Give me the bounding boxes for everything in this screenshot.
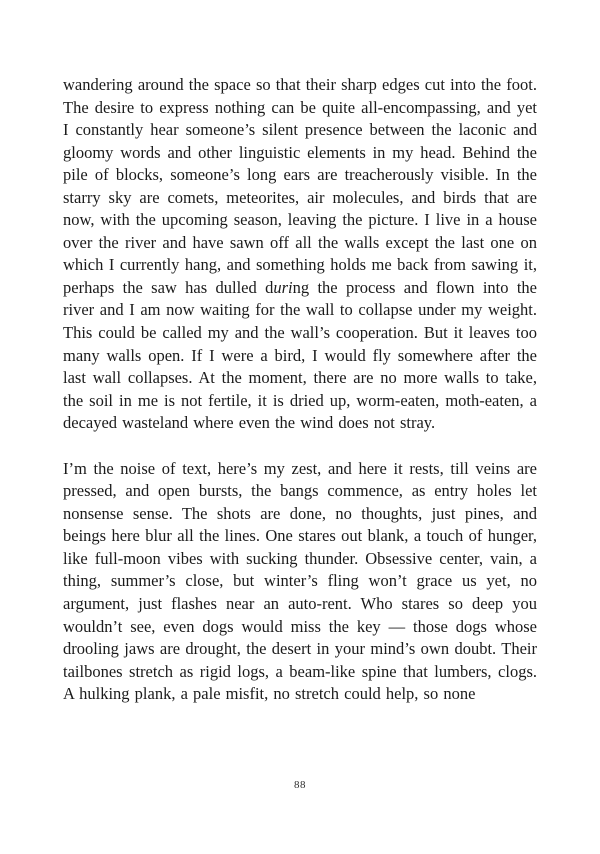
paragraph-1 [63,74,537,435]
paragraph-2: I’m the noise of text, here’s my zest, and here it rests, till veins are pressed, and open bursts, the bangs commence, as entry holes let nonsense sense. The shots are done, no thoughts, just pines, and beings here blur all the lines. One stares out blank, a touch of hunger, like full-moon vibes with sucking thunder. Obsessive center, vain, a thing, summer’s close, but winter’s fling won’t grace us yet, no argument, just flashes near an auto-rent. Who stares so deep you wouldn’t see, even dogs would miss the key — those dogs whose drooling jaws are drought, the desert in your mind’s own doubt. Their tailbones stretch as rigid logs, a beam-like spine that lumbers, clogs. A hulking plank, a pale misfit, no stretch could help, so none [63,458,537,704]
paragraph-1-text-before-italic: wandering around the space so that their sharp edges cut into the foot. The desire to express nothing can be quite all-encompassing, and yet I constantly hear someone’s silent presence between the laconic and gloomy words and other linguistic elements in my head. Behind the pile of blocks, someone’s long ears are treacherously visible. In the starry sky are comets, meteorites, air molecules, and birds that are now, with the upcoming season, leaving the picture. I live in a house over the river and have sawn off all the walls except the last one on which I currently hang, and something holds me back from sawing it, perhaps the saw has dulled d [63,75,537,297]
paragraph-1-italic-segment: uri [273,277,293,297]
paragraph-1-text-after-italic: ng the process and flown into the river and I am now waiting for the wall to collapse under my weight. This could be called my and the wall’s cooperation. But it leaves too many walls open. If I were a bird, I would fly somewhere after the last wall collapses. At the moment, there are no more walls to take, the soil in me is not fertile, it is dried up, worm-eaten, moth-eaten, a decayed wasteland where even the wind does not stray. [63,277,537,433]
page-text-block [63,74,537,706]
page-number: 88 [294,779,306,791]
